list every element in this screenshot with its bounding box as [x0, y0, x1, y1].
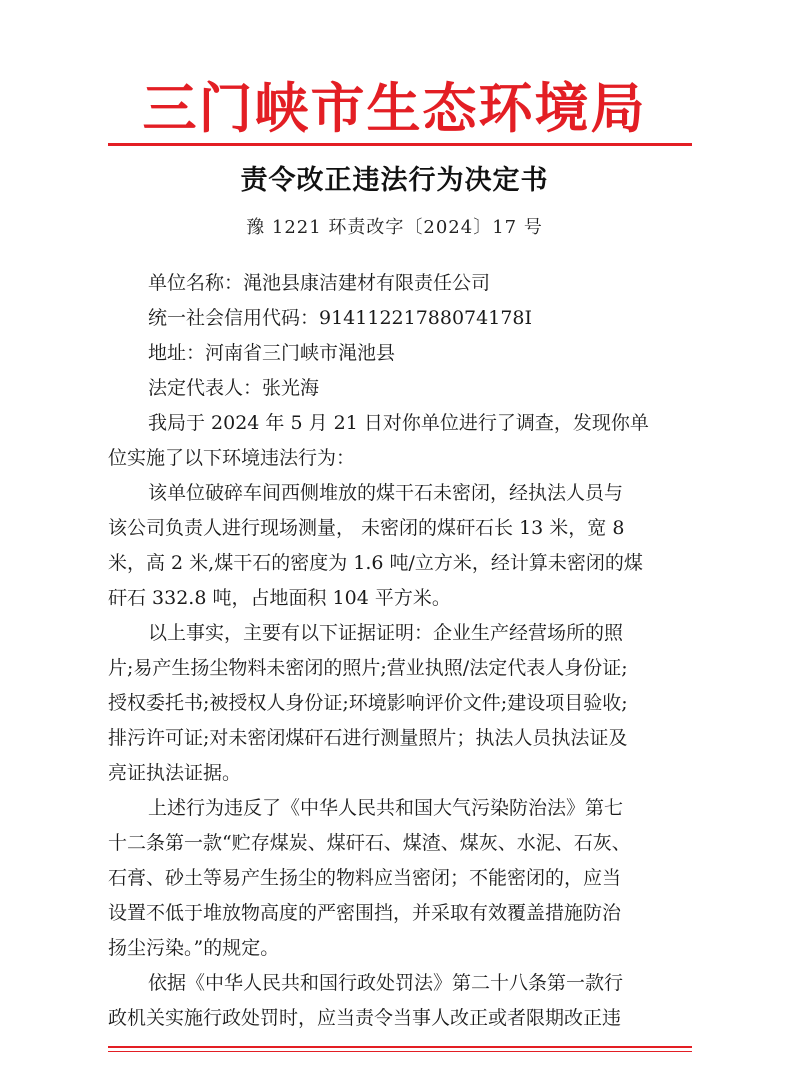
paragraph-line: 扬尘污染。”的规定。: [108, 937, 280, 959]
paragraph-legal-basis: [108, 966, 692, 1036]
paragraph-investigation: [108, 406, 692, 476]
paragraph-line: 我局于 2024 年 5 月 21 日对你单位进行了调查，发现你单: [148, 412, 649, 434]
paragraph-evidence: [108, 616, 692, 791]
paragraph-line: 设置不低于堆放物高度的严密围挡，并采取有效覆盖措施防治: [108, 902, 622, 924]
paragraph-line: 石膏、砂土等易产生扬尘的物料应当密闭；不能密闭的，应当: [108, 867, 622, 889]
document-body: [108, 266, 692, 1036]
paragraph-line: 十二条第一款“贮存煤炭、煤矸石、煤渣、煤灰、水泥、石灰、: [108, 832, 631, 854]
paragraph-line: 依据《中华人民共和国行政处罚法》第二十八条第一款行: [148, 972, 624, 994]
paragraph-violation-facts: [108, 476, 692, 616]
paragraph-line: 政机关实施行政处罚时，应当责令当事人改正或者限期改正违: [108, 1007, 622, 1029]
paragraph-line: 该单位破碎车间西侧堆放的煤干石未密闭，经执法人员与: [148, 482, 624, 504]
address-line: 地址：河南省三门峡市渑池县: [148, 342, 396, 364]
footer-red-rule: [108, 1046, 692, 1048]
header-red-rule: [108, 143, 692, 146]
document-number: 豫 1221 环责改字〔2024〕17 号: [246, 217, 543, 238]
footer-red-rule-thin: [108, 1051, 692, 1052]
paragraph-line: 上述行为违反了《中华人民共和国大气污染防治法》第七: [148, 797, 624, 819]
agency-header-title: 三门峡市生态环境局: [142, 76, 647, 140]
paragraph-line: 以上事实，主要有以下证据证明：企业生产经营场所的照: [148, 622, 624, 644]
paragraph-line: 米，高 2 米,煤干石的密度为 1.6 吨/立方米，经计算未密闭的煤: [108, 552, 643, 574]
paragraph-line: 亮证执法证据。: [108, 762, 242, 784]
paragraph-line: 授权委托书;被授权人身份证;环境影响评价文件;建设项目验收;: [108, 692, 628, 714]
paragraph-legal-violation: [108, 791, 692, 966]
document-title: 责令改正违法行为决定书: [240, 165, 549, 196]
paragraph-line: 位实施了以下环境违法行为：: [108, 447, 356, 469]
credit-code-line: 统一社会信用代码：91411221788074178I: [148, 307, 533, 329]
paragraph-line: 片;易产生扬尘物料未密闭的照片;营业执照/法定代表人身份证;: [108, 657, 628, 679]
paragraph-line: 矸石 332.8 吨，占地面积 104 平方米。: [108, 587, 451, 609]
unit-name-line: 单位名称：渑池县康洁建材有限责任公司: [148, 272, 491, 294]
paragraph-line: 该公司负责人进行现场测量， 未密闭的煤矸石长 13 米，宽 8: [108, 517, 625, 539]
paragraph-line: 排污许可证;对未密闭煤矸石进行测量照片；执法人员执法证及: [108, 727, 628, 749]
legal-rep-line: 法定代表人：张光海: [148, 377, 320, 399]
